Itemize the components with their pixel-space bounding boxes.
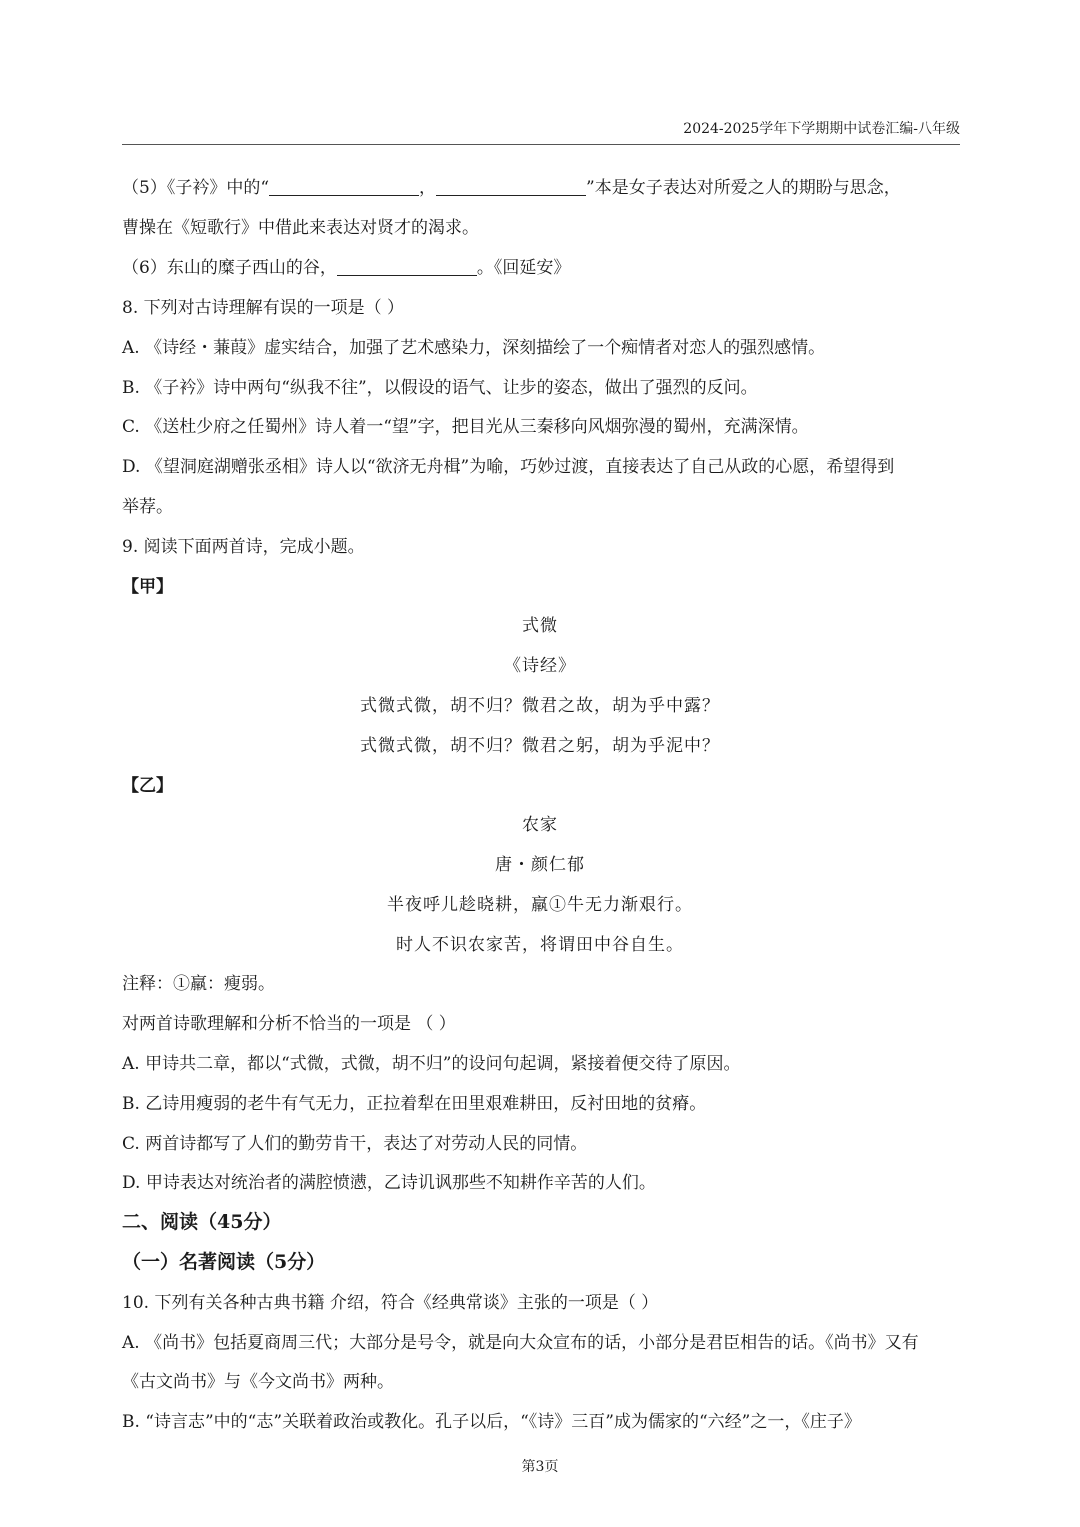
q9-option-d: D. 甲诗表达对统治者的满腔愤懑，乙诗讥讽那些不知耕作辛苦的人们。 bbox=[122, 1173, 656, 1193]
q10-stem: 10. 下列有关各种古典书籍 介绍，符合《经典常谈》主张的一项是（ ） bbox=[122, 1293, 659, 1313]
q9-option-a: A. 甲诗共二章，都以“式微，式微，胡不归”的设问句起调，紧接着便交待了原因。 bbox=[122, 1054, 741, 1074]
q7-item6: （6）东山的糜子西山的谷， 。《回延安》 bbox=[122, 258, 571, 278]
section-title: 二、阅读（45分） bbox=[122, 1211, 282, 1233]
q8-stem: 8. 下列对古诗理解有误的一项是（ ） bbox=[122, 298, 405, 318]
q8-option-d: D. 《望洞庭湖赠张丞相》诗人以“欲济无舟楫”为喻，巧妙过渡，直接表达了自己从政的心愿，希望得到 bbox=[122, 457, 895, 477]
poem-jia-label: 【甲】 bbox=[122, 577, 173, 597]
q10-option-a-cont: 《古文尚书》与《今文尚书》两种。 bbox=[122, 1372, 394, 1392]
page-header bbox=[122, 120, 960, 145]
poem-jia-line-1: 式微式微，胡不归？微君之故，胡为乎中露？ bbox=[360, 696, 720, 716]
answer-blank[interactable] bbox=[436, 177, 586, 196]
q10-option-a: A. 《尚书》包括夏商周三代；大部分是号令，就是向大众宣布的话，小部分是君臣相告的话。《尚书》又有 bbox=[122, 1333, 919, 1353]
q9-option-b: B. 乙诗用瘦弱的老牛有气无力，正拉着犁在田里艰难耕田，反衬田地的贫瘠。 bbox=[122, 1094, 707, 1114]
q9-option-c: C. 两首诗都写了人们的勤劳肯干，表达了对劳动人民的同情。 bbox=[122, 1134, 588, 1154]
page-number: 第3页 bbox=[521, 1459, 559, 1475]
q9-stem: 9. 阅读下面两首诗，完成小题。 bbox=[122, 537, 365, 557]
q7-item5: （5）《子衿》中的“ ， ”本是女子表达对所爱之人的期盼与思念， bbox=[122, 178, 901, 198]
q9-question: 对两首诗歌理解和分析不恰当的一项是 （ ） bbox=[122, 1014, 456, 1034]
poem-yi-line-2: 时人不识农家苦，将谓田中谷自生。 bbox=[396, 935, 684, 955]
header-title: 2024-2025学年下学期期中试卷汇编-八年级 bbox=[683, 121, 960, 137]
answer-blank[interactable] bbox=[269, 177, 419, 196]
poem-yi-author: 唐・颜仁郁 bbox=[495, 855, 585, 875]
q8-option-d-cont: 举荐。 bbox=[122, 497, 173, 517]
q7-item5-line2: 曹操在《短歌行》中借此来表达对贤才的渴求。 bbox=[122, 218, 479, 238]
q9-note: 注释：①羸：瘦弱。 bbox=[122, 974, 275, 994]
poem-jia-line-2: 式微式微，胡不归？微君之躬，胡为乎泥中？ bbox=[360, 736, 720, 756]
poem-yi-title: 农家 bbox=[522, 815, 558, 835]
answer-blank[interactable] bbox=[337, 257, 477, 276]
q8-option-b: B. 《子衿》诗中两句“纵我不往”，以假设的语气、让步的姿态，做出了强烈的反问。 bbox=[122, 378, 758, 398]
poem-yi-line-1: 半夜呼儿趁晓耕，羸①牛无力渐艰行。 bbox=[387, 895, 693, 915]
poem-yi-label: 【乙】 bbox=[122, 776, 173, 796]
poem-jia-title: 式微 bbox=[522, 616, 558, 636]
q8-option-c: C. 《送杜少府之任蜀州》诗人着一“望”字，把目光从三秦移向风烟弥漫的蜀州，充满深情。 bbox=[122, 417, 809, 437]
poem-jia-source: 《诗经》 bbox=[504, 656, 576, 676]
q8-option-a: A. 《诗经・蒹葭》虚实结合，加强了艺术感染力，深刻描绘了一个痴情者对恋人的强烈感情。 bbox=[122, 338, 826, 358]
subsection-title: （一）名著阅读（5分） bbox=[122, 1251, 326, 1273]
q10-option-b: B. “诗言志”中的“志”关联着政治或教化。孔子以后，“《诗》三百”成为儒家的“六经”之一，《庄子》 bbox=[122, 1412, 861, 1432]
